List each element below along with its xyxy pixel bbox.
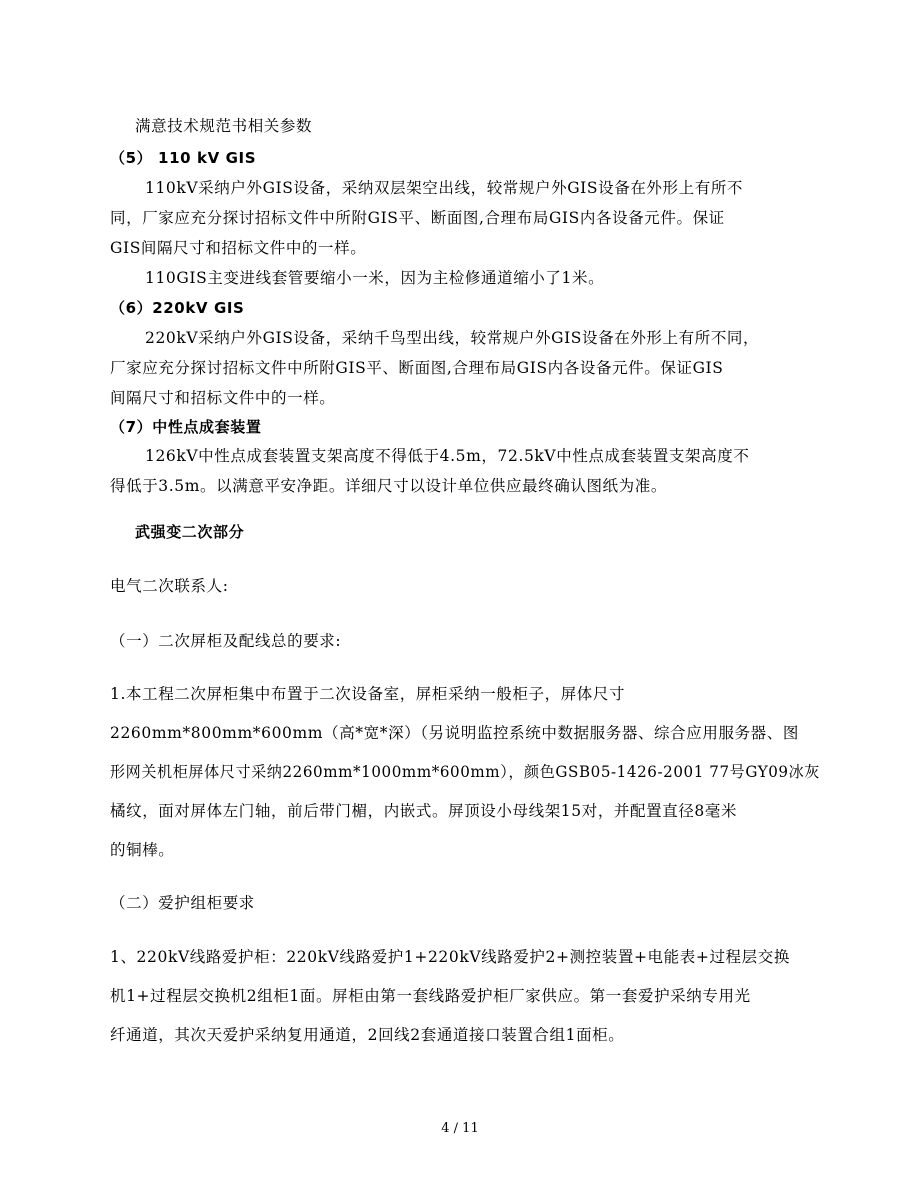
section-7-heading: （7）中性点成套装置 <box>110 418 262 436</box>
part-2-title: 武强变二次部分 <box>135 523 245 541</box>
section-5-para-line: GIS间隔尺寸和招标文件中的一样。 <box>110 239 367 257</box>
section-5-heading: （5） 110 kV GIS <box>110 149 257 167</box>
sec1-para-line: 的铜棒。 <box>110 841 175 859</box>
sec1-para-line: 橘纹，面对屏体左门轴，前后带门楣，内嵌式。屏顶设小母线架15对，并配置直径8毫米 <box>110 802 738 820</box>
sec1-heading: （一）二次屏柜及配线总的要求: <box>110 632 342 650</box>
section-7-para-line: 得低于3.5m。以满意平安净距。详细尺寸以设计单位供应最终确认图纸为准。 <box>110 477 667 495</box>
section-6-para-line: 220kV采纳户外GIS设备，采纳千鸟型出线，较常规户外GIS设备在外形上有所不同， <box>145 329 760 347</box>
sec1-para-line: 2260mm*800mm*600mm（高*宽*深）（另说明监控系统中数据服务器、综合应用服务器、图 <box>110 724 799 742</box>
section-5-para-line: 同，厂家应充分探讨招标文件中所附GIS平、断面图,合理布局GIS内各设备元件。保证 <box>110 209 725 227</box>
sec2-para-line: 1、220kV线路爱护柜：220kV线路爱护1+220kV线路爱护2+测控装置+电能表+过程层交换 <box>110 948 790 966</box>
sec1-para-line: 形网关机柜屏体尺寸采纳2260mm*1000mm*600mm），颜色GSB05-1426-2001 77号GY09冰灰 <box>110 763 820 781</box>
sec2-para-line: 机1+过程层交换机2组柜1面。屏柜由第一套线路爱护柜厂家供应。第一套爱护采纳专用光 <box>110 987 751 1005</box>
section-5-para-line: 110kV采纳户外GIS设备，采纳双层架空出线，较常规户外GIS设备在外形上有所不 <box>145 179 744 197</box>
section-7-para-line: 126kV中性点成套装置支架高度不得低于4.5m，72.5kV中性点成套装置支架高度不 <box>145 447 750 465</box>
contact-label: 电气二次联系人: <box>110 577 229 595</box>
section-6-heading: （6）220kV GIS <box>110 299 245 317</box>
section-5-para2: 110GIS主变进线套管要缩小一米，因为主检修通道缩小了1米。 <box>145 269 605 287</box>
page-number: 4 / 11 <box>441 1121 479 1136</box>
section-6-para-line: 间隔尺寸和招标文件中的一样。 <box>110 389 336 407</box>
intro-line: 满意技术规范书相关参数 <box>135 117 313 135</box>
sec1-para-line: 1.本工程二次屏柜集中布置于二次设备室，屏柜采纳一般柜子，屏体尺寸 <box>110 685 626 703</box>
section-6-para-line: 厂家应充分探讨招标文件中所附GIS平、断面图,合理布局GIS内各设备元件。保证GIS <box>110 359 724 377</box>
sec2-para-line: 纤通道，其次天爱护采纳复用通道，2回线2套通道接口装置合组1面柜。 <box>110 1026 625 1044</box>
sec2-heading: （二）爱护组柜要求 <box>110 894 255 912</box>
